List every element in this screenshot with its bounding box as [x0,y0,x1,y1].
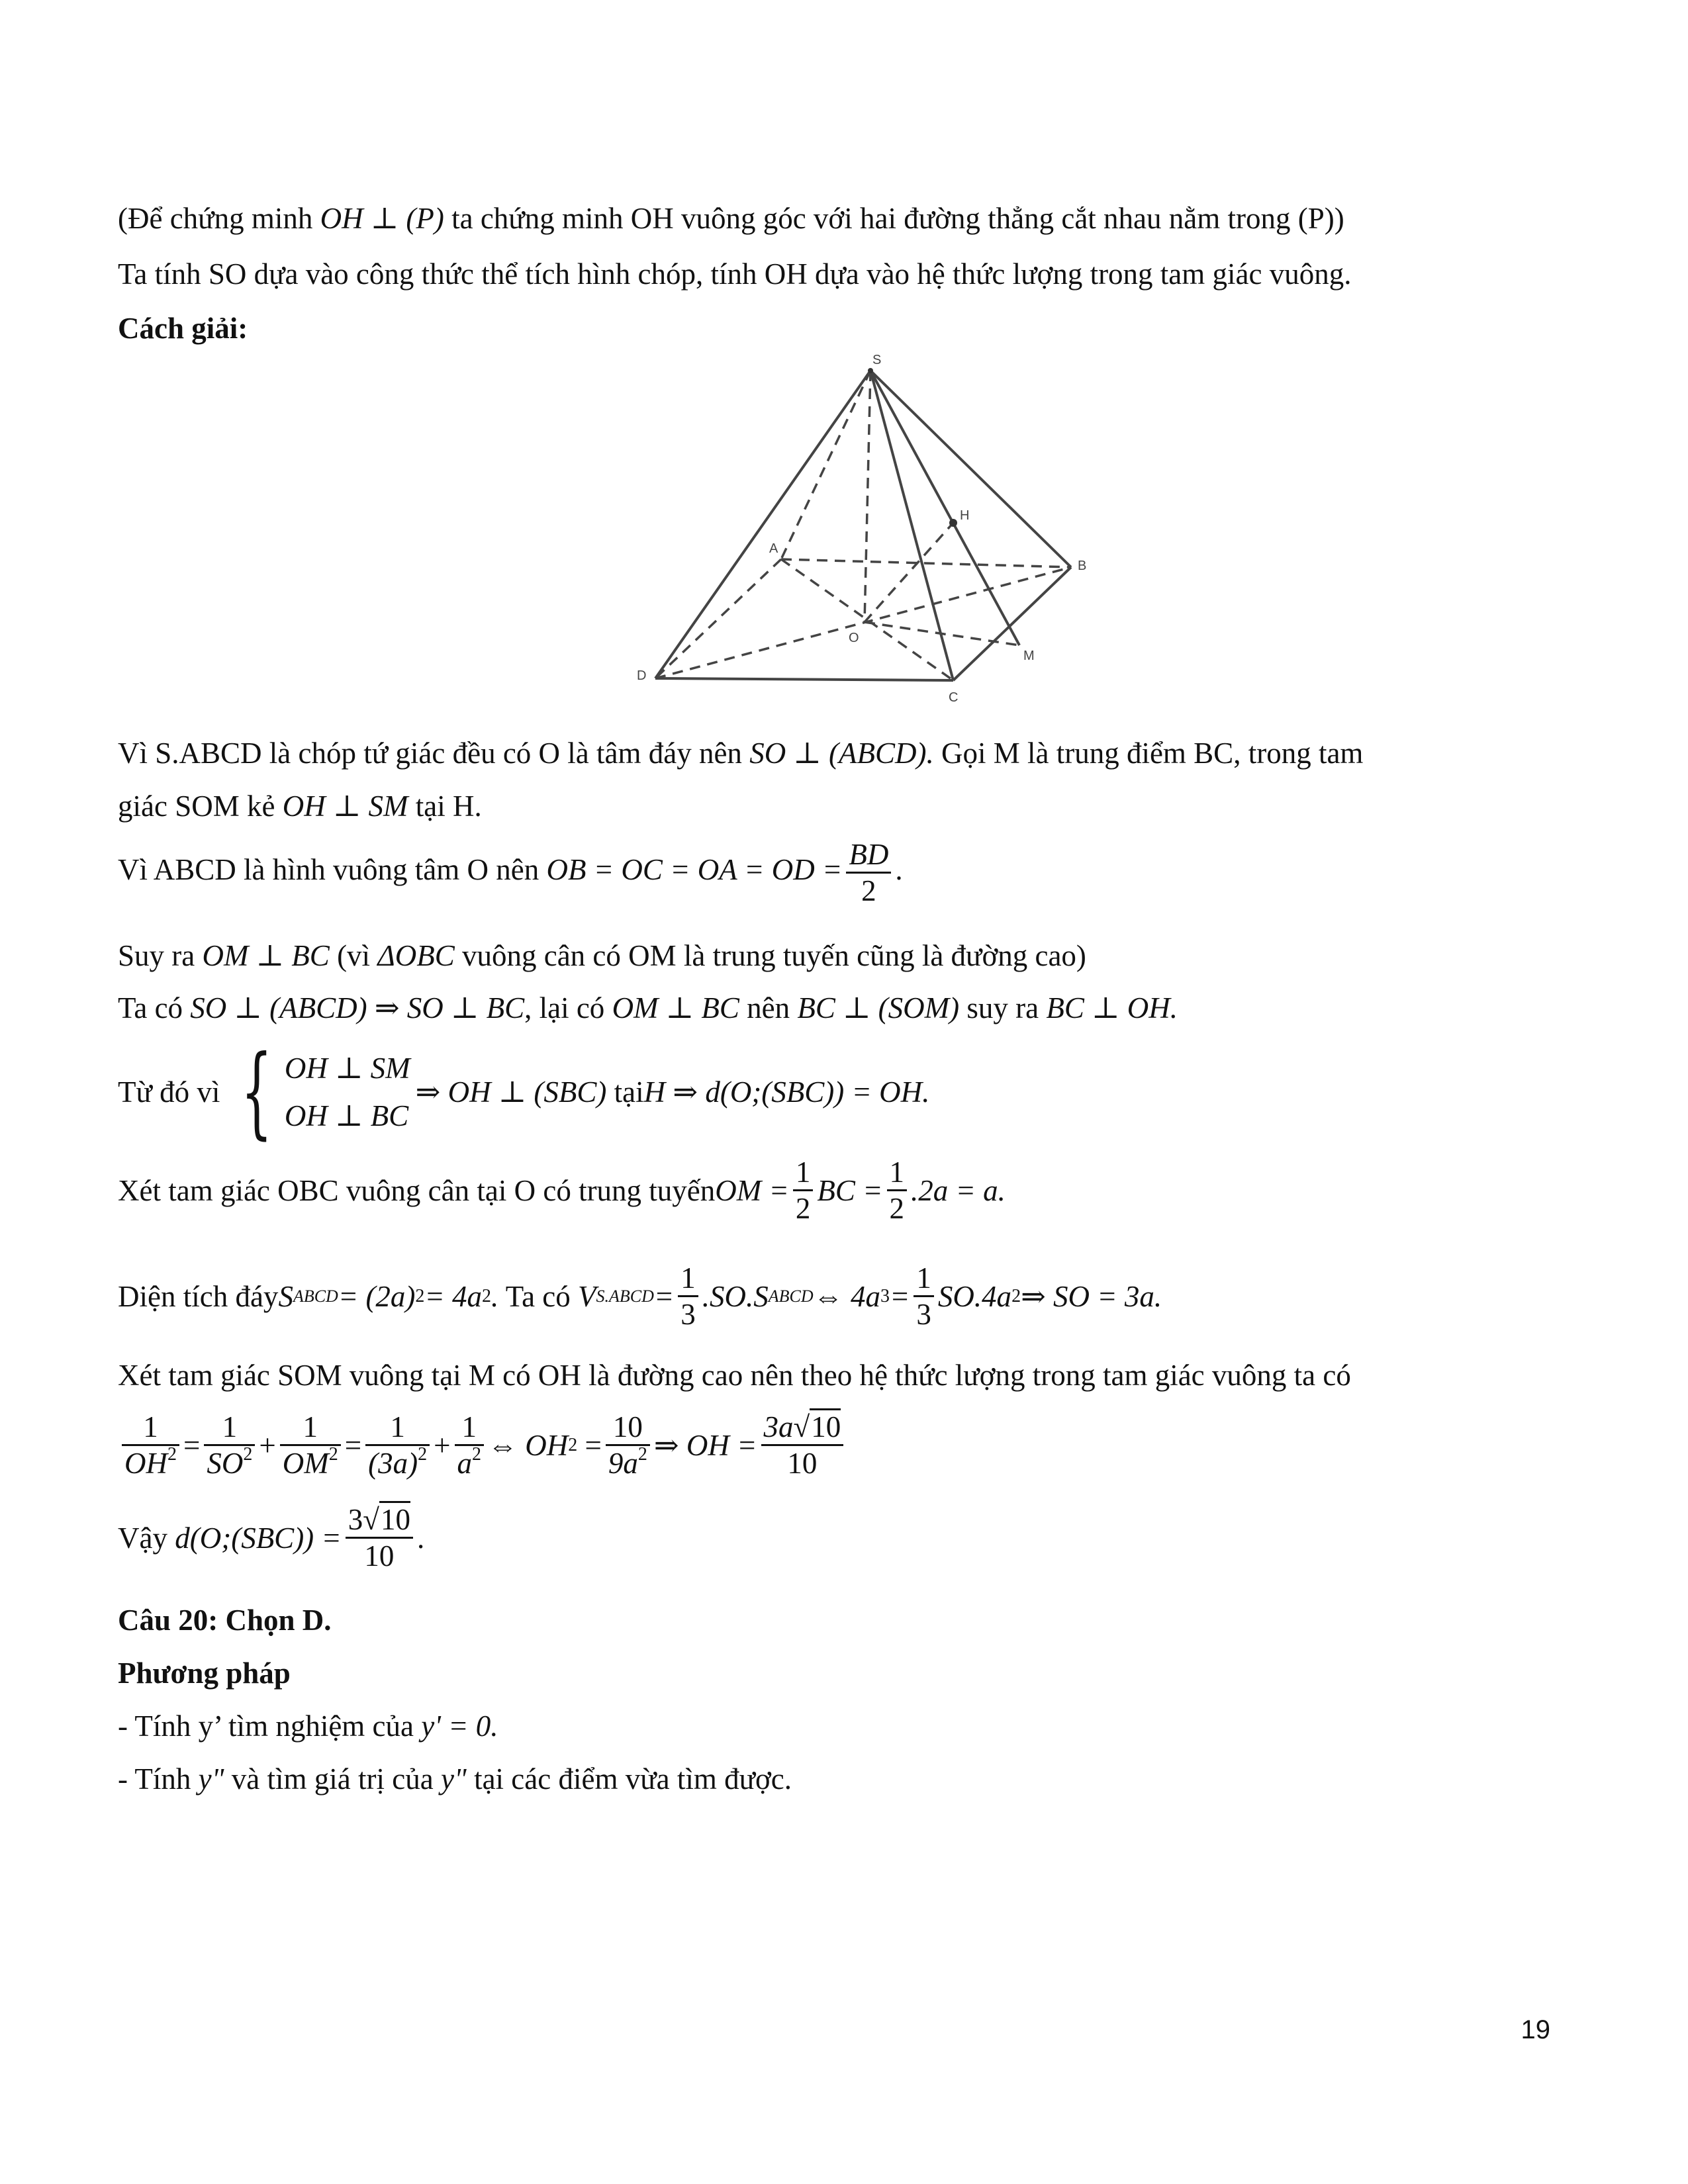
solution-heading: Cách giải: [118,312,248,345]
method-note-line [118,200,1589,237]
math-expr: OH ⊥ (P) [320,202,444,235]
height-SO [865,371,870,622]
math-expr: BC = [817,1173,883,1207]
denominator [204,1446,255,1480]
text: ta chứng minh OH vuông góc với hai đường thẳng cắt nhau nằm trong (P)) [444,202,1344,235]
edge-AB [781,559,1071,567]
text: Suy ra [118,939,203,972]
text: - Tính [118,1762,199,1796]
text: Diện tích đáy [118,1279,279,1313]
solution-line-6 [118,1034,1589,1150]
text: - Tính y’ tìm nghiệm của [118,1709,422,1743]
text: (Để chứng minh [118,202,320,235]
numerator: 1 [280,1410,341,1446]
question-20-heading: Câu 20: Chọn D. [118,1604,332,1637]
math-expr: V [578,1279,596,1313]
text: tại [614,1075,644,1109]
label-H: H [960,508,970,523]
pyramid-figure [622,354,1112,711]
system-row-1: OH ⊥ SM [284,1052,410,1085]
solution-equation: $\frac{1}{OH^2}$ = $\frac{1}{SO^2}$ + $\frac{1}{OM^2}$ = $\frac{1}{(3a)^2}$ + $\frac{1}{a^2}$ ⇔ OH 2 = $\frac{10}{9a^2}$ ⇒ OH = $\frac{3a√10}{10}$ [118,1410,1589,1480]
superscript: 2 [637,1444,647,1465]
superscript: 2 [472,1444,482,1465]
denominator [455,1446,485,1480]
numerator: BD [846,837,891,874]
label-D: D [637,668,647,683]
math-expr: S [278,1279,293,1313]
fraction [606,1410,650,1480]
conclusion-line [118,1502,1589,1573]
edge-SM [870,371,1019,645]
denominator: 2 [861,874,876,907]
numerator: 1 [678,1261,698,1297]
text: (vì [329,939,378,972]
math-expr: BC ⊥ (SOM) [797,991,960,1024]
math-expr: = [653,1279,675,1313]
text: a [457,1447,473,1480]
math-expr: d(O;(SBC)) = [175,1521,342,1555]
math-expr: OB = OC = OA = OD = [546,852,843,886]
superscript: 2 [418,1444,428,1465]
text: Vì ABCD là hình vuông tâm O nên [118,852,547,886]
denominator: 3 [916,1298,931,1331]
math-expr: ΔOBC [377,939,455,972]
math-expr: = [889,1279,910,1313]
radicand: 10 [810,1408,841,1443]
fraction [346,1502,413,1573]
text: 3a [763,1410,794,1443]
text: Từ đó vì [118,1075,220,1109]
denominator: 10 [364,1539,395,1572]
solution-line-5 [118,989,1589,1026]
text: vuông cân có OM là trung tuyến cũng là đường cao) [454,939,1086,972]
numerator: 1 [455,1410,485,1446]
math-expr: . [491,1279,499,1313]
fraction [122,1410,179,1480]
text: nên [739,991,798,1024]
text: (3a) [368,1447,418,1480]
math-expr: ⇒ OH ⊥ (SBC) [415,1075,607,1109]
text: Vậy [118,1521,175,1555]
fraction [761,1410,844,1480]
denominator: 2 [795,1192,811,1225]
equals-sign: = [344,1428,362,1462]
math-expr: .SO.S [702,1279,769,1313]
method-step-2 [118,1760,1589,1797]
text: OH [124,1447,167,1480]
solution-line-3: Vì ABCD là hình vuông tâm O nên OB = OC = OA = OD = $\frac{BD}{2}$ . [118,838,903,907]
text: Vì S.ABCD là chóp tứ giác đều có O là tâm đáy nên [118,737,750,770]
equation-system [225,1034,410,1150]
math-expr: BC ⊥ OH. [1046,991,1178,1024]
math-expr: SO ⊥ (ABCD) ⇒ SO ⊥ BC [190,991,525,1024]
superscript: 2 [167,1444,177,1465]
point-H [949,519,957,527]
text: Ta có [498,1279,579,1313]
math-expr: = (2a) [338,1279,416,1313]
numerator: 3√10 [346,1502,413,1539]
solution-line-1 [118,735,1589,772]
label-B: B [1078,559,1087,573]
superscript: 2 [243,1444,253,1465]
denominator: 3 [680,1298,696,1331]
point-S [868,368,873,373]
superscript: 2 [328,1444,338,1465]
system-row-2: OH ⊥ BC [284,1099,409,1132]
text: . [416,1521,425,1555]
math-expr: = 4a [424,1279,483,1313]
text: tại H. [408,790,482,823]
denominator [365,1446,430,1480]
denominator [280,1446,341,1480]
numerator: 10 [606,1410,650,1446]
solution-line-8: Diện tích đáy S ABCD = (2a) 2 = 4a 2 . Ta có V S.ABCD = $\frac{1}{3}$ .SO.S ABCD ⇔ 4a 3 = $\frac{1}{3}$ SO.4a 2 ⇒ SO = 3a. [118,1261,1162,1331]
radicand: 10 [379,1501,410,1536]
equals-sign: = [577,1428,602,1462]
text: Ta có [118,991,191,1024]
math-expr: OM ⊥ BC [202,939,330,972]
edge-AD [655,559,781,678]
math-expr: y' = 0. [421,1709,498,1743]
denominator: 2 [889,1192,905,1225]
denominator: 10 [787,1447,818,1480]
math-expr: .2a = a. [911,1173,1006,1207]
plus-sign: + [259,1428,276,1462]
edge-DC [655,678,953,680]
text: , lại có [524,991,612,1024]
method-line: Ta tính SO dựa vào công thức thể tích hình chóp, tính OH dựa vào hệ thức lượng trong tam giác vuông. [118,257,1352,291]
math-expr: ⇔ 4a [813,1279,880,1313]
math-expr: OH ⊥ SM [282,790,408,823]
label-S: S [872,354,882,367]
numerator: 1 [887,1155,908,1191]
math-expr: OM = [715,1173,789,1207]
math-expr: SO.4a [937,1279,1012,1313]
math-expr: OM ⊥ BC [612,991,739,1024]
math-expr: y" [440,1762,467,1796]
text: tại các điểm vừa tìm được. [466,1762,792,1796]
fraction [846,837,891,908]
system-rows [285,1044,410,1140]
text: giác SOM kẻ [118,790,283,823]
brace-glyph: { [241,1034,273,1150]
math-expr: ⇒ SO = 3a. [1021,1279,1162,1313]
text: OM [282,1447,329,1480]
numerator: 1 [793,1155,814,1191]
text: 3 [348,1503,363,1536]
method-heading: Phương pháp [118,1657,291,1690]
segment-OH [865,523,953,622]
numerator: 1 [914,1261,934,1297]
label-C: C [949,690,959,705]
fraction [204,1410,255,1480]
plus-sign: + [434,1428,451,1462]
denominator [606,1446,650,1480]
math-expr: SO ⊥ (ABCD). [749,737,934,770]
numerator: 1 [204,1410,255,1446]
numerator: 1 [365,1410,430,1446]
edge-SB [870,371,1071,567]
solution-line-7 [118,1155,1589,1226]
fraction [455,1410,485,1480]
text: Gọi M là trung điểm BC, trong tam [933,737,1364,770]
denominator [122,1446,179,1480]
label-O: O [849,631,859,645]
math-expr: y" [198,1762,224,1796]
numerator: 1 [122,1410,179,1446]
solution-line-4 [118,937,1589,974]
text: SO [207,1447,244,1480]
math-expr: ⇔ OH [488,1428,569,1462]
edge-SA [781,371,870,559]
text: Xét tam giác OBC vuông cân tại O có trung tuyến [118,1173,716,1207]
text: suy ra [959,991,1047,1024]
solution-line-9: Xét tam giác SOM vuông tại M có OH là đường cao nên theo hệ thức lượng trong tam giác vuông ta có [118,1359,1351,1392]
label-A: A [769,541,778,556]
fraction [793,1155,814,1226]
page-number: 19 [1521,2015,1550,2044]
edge-CB [953,567,1071,680]
fraction [365,1410,430,1480]
method-step-1 [118,1707,1589,1745]
numerator: 3a√10 [761,1410,844,1446]
math-expr: H ⇒ d(O;(SBC)) = OH. [643,1075,930,1109]
equals-sign: = [183,1428,201,1462]
text: 9a [608,1447,638,1480]
fraction [914,1261,934,1332]
edge-SD [655,371,870,678]
text: và tìm giá trị của [224,1762,441,1796]
math-expr: ⇒ OH = [653,1428,757,1462]
fraction [887,1155,908,1226]
solution-line-2 [118,788,1589,825]
label-M: M [1023,649,1035,663]
fraction [280,1410,341,1480]
fraction [678,1261,698,1332]
